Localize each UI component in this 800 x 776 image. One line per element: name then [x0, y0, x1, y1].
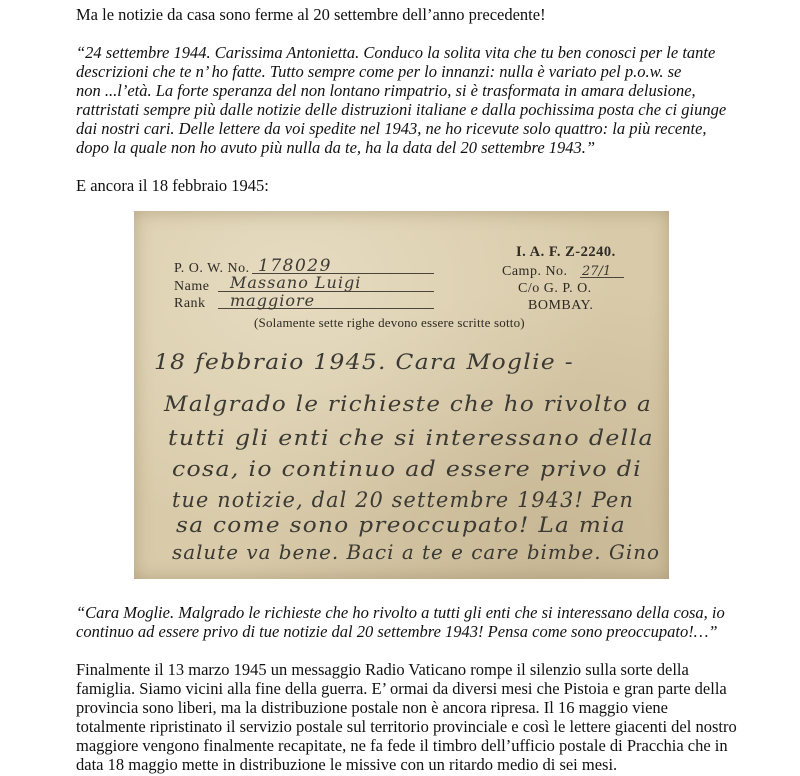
letter-line: Malgrado le richieste che ho rivolto a [162, 392, 652, 416]
lead-1945: E ancora il 18 febbraio 1945: [76, 176, 269, 195]
final-line: provincia sono liberi, ma la distribuzione postale non è ancora ripresa. Il 16 maggio viene [76, 698, 668, 717]
final-line: totalmente ripristinato il servizio postale sul territorio provinciale e così le lettere giacenti del nostro [76, 717, 737, 736]
quote1-line: “24 settembre 1944. Carissima Antonietta. Conduco la solita vita che tu ben conosci per le tante [76, 43, 716, 62]
pow-postcard-image [134, 211, 669, 579]
final-line: famiglia. Siamo vicini alla fine della guerra. E’ ormai da diversi mesi che Pistoia e gran parte della [76, 679, 727, 698]
handwriting-layer [134, 211, 669, 579]
rank-label: Rank [174, 296, 206, 311]
city-label: BOMBAY. [528, 298, 594, 313]
name-handwritten: Massano Luigi [230, 273, 362, 292]
letter-line: cosa, io continuo ad essere privo di [172, 457, 642, 481]
name-label: Name [174, 279, 210, 294]
rank-handwritten: maggiore [230, 291, 316, 310]
quote2-line: “Cara Moglie. Malgrado le richieste che ho rivolto a tutti gli enti che si interessano della cosa, io [76, 603, 725, 622]
letter-line: 18 febbraio 1945. Cara Moglie - [154, 350, 574, 374]
camp-handwritten: 27/1 [582, 264, 612, 279]
camp-label: Camp. No. [502, 264, 568, 279]
final-line: data 18 maggio mette in distribuzione le missive con un ritardo medio di sei mesi. [76, 755, 618, 774]
intro-paragraph: Ma le notizie da casa sono ferme al 20 settembre dell’anno precedente! [76, 5, 546, 24]
quote1-line: descrizioni che te n’ ho fatte. Tutto sempre come per lo innanzi: nulla è variato pel p.o.w. se [76, 62, 682, 81]
letter-line: tutti gli enti che si interessano della [168, 426, 654, 450]
pow-number-label: P. O. W. No. [174, 261, 250, 276]
quote1-line: dopo la quale non ho avuto più nulla da te, ha la data del 20 settembre 1943.” [76, 138, 596, 157]
quote2-line: continuo ad essere privo di tue notizie dal 20 settembre 1943! Pensa come sono preoccupato!…” [76, 622, 718, 641]
letter-line: sa come sono preoccupato! La mia [176, 513, 626, 537]
letter-line: tue notizie, dal 20 settembre 1943! Pen [172, 488, 634, 512]
letter-line: salute va bene. Baci a te e care bimbe. Gino [172, 540, 660, 564]
quote1-line: dai nostri cari. Delle lettere da voi spedite nel 1943, ne ho ricevute solo quattro: la più recente, [76, 119, 707, 138]
card-notice: (Solamente sette righe devono essere scritte sotto) [254, 315, 525, 330]
final-line: Finalmente il 13 marzo 1945 un messaggio Radio Vaticano rompe il silenzio sulla sorte della [76, 660, 689, 679]
quote1-line: non ...l’età. La forte speranza del non lontano rimpatrio, si è trasformata in amara delusione, [76, 81, 696, 100]
quote1-line: rattristati sempre più dalle notizie delle distruzioni italiane e dalla pochissima posta che ci giunge [76, 100, 727, 119]
gpo-label: C/o G. P. O. [518, 281, 592, 296]
iaf-code: I. A. F. Z-2240. [516, 244, 616, 260]
final-line: maggiore vengono finalmente recapitate, ne fa fede il timbro dell’ufficio postale di Pracchia che in [76, 736, 728, 755]
pow-number-handwritten: 178029 [258, 256, 332, 276]
